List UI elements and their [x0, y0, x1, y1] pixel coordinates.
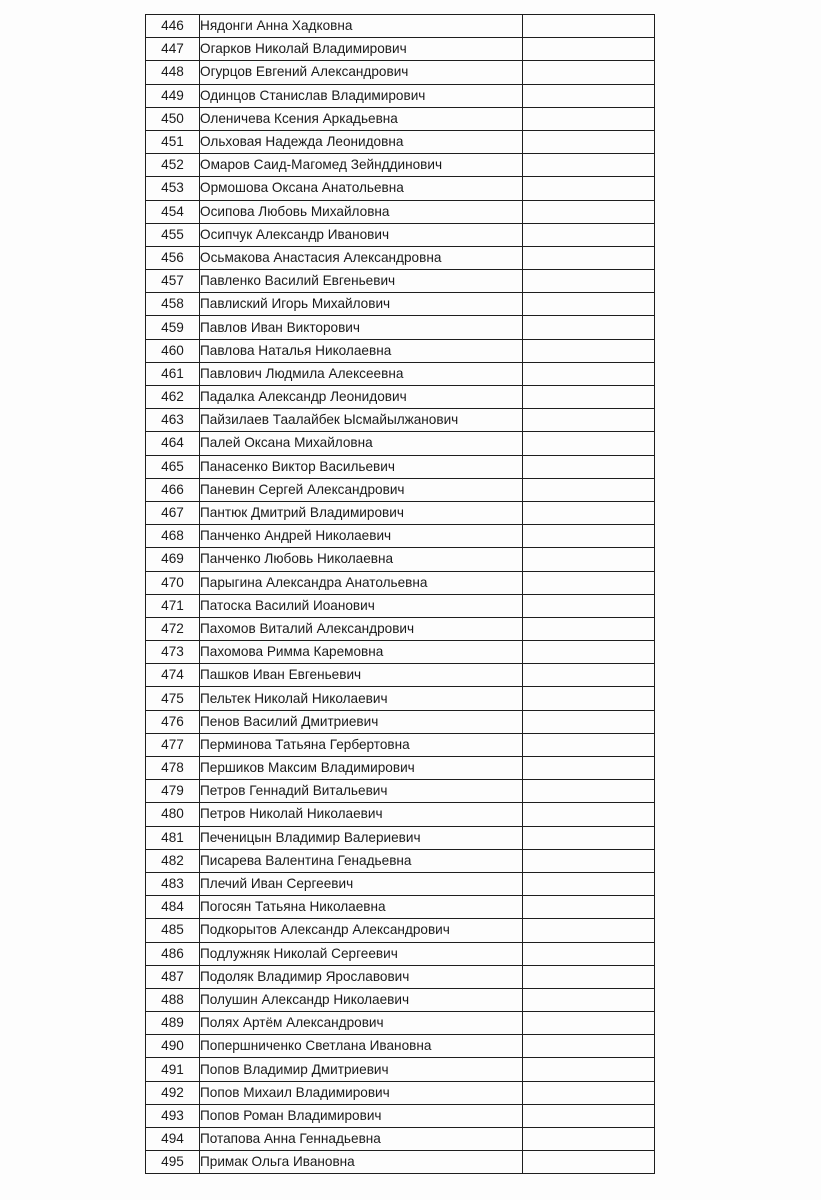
- row-number-cell: 475: [146, 687, 200, 710]
- table-row: [146, 1012, 655, 1035]
- empty-cell: [523, 200, 655, 223]
- row-number-cell: 464: [146, 432, 200, 455]
- empty-cell: [523, 571, 655, 594]
- table-row: [146, 223, 655, 246]
- full-name-cell: Подоляк Владимир Ярославович: [200, 965, 523, 988]
- table-row: [146, 733, 655, 756]
- table-row: [146, 664, 655, 687]
- table-row: [146, 339, 655, 362]
- full-name-cell: Ольховая Надежда Леонидовна: [200, 130, 523, 153]
- empty-cell: [523, 246, 655, 269]
- empty-cell: [523, 803, 655, 826]
- full-name-cell: Пельтек Николай Николаевич: [200, 687, 523, 710]
- table-row: [146, 1151, 655, 1174]
- table-row: [146, 965, 655, 988]
- full-name-cell: Павленко Василий Евгеньевич: [200, 270, 523, 293]
- table-row: [146, 849, 655, 872]
- full-name-cell: Пантюк Дмитрий Владимирович: [200, 501, 523, 524]
- full-name-cell: Омаров Саид-Магомед Зейнддинович: [200, 154, 523, 177]
- table-row: [146, 942, 655, 965]
- row-number-cell: 451: [146, 130, 200, 153]
- row-number-cell: 479: [146, 780, 200, 803]
- full-name-cell: Пахомова Римма Каремовна: [200, 641, 523, 664]
- empty-cell: [523, 1081, 655, 1104]
- full-name-cell: Огурцов Евгений Александрович: [200, 61, 523, 84]
- full-name-cell: Одинцов Станислав Владимирович: [200, 84, 523, 107]
- empty-cell: [523, 455, 655, 478]
- table-row: [146, 757, 655, 780]
- row-number-cell: 466: [146, 478, 200, 501]
- empty-cell: [523, 177, 655, 200]
- table-row: [146, 386, 655, 409]
- full-name-cell: Плечий Иван Сергеевич: [200, 872, 523, 895]
- row-number-cell: 473: [146, 641, 200, 664]
- empty-cell: [523, 223, 655, 246]
- empty-cell: [523, 478, 655, 501]
- empty-cell: [523, 84, 655, 107]
- empty-cell: [523, 501, 655, 524]
- table-row: [146, 293, 655, 316]
- empty-cell: [523, 154, 655, 177]
- empty-cell: [523, 617, 655, 640]
- table-row: [146, 1081, 655, 1104]
- table-row: [146, 1058, 655, 1081]
- row-number-cell: 474: [146, 664, 200, 687]
- row-number-cell: 494: [146, 1128, 200, 1151]
- table-row: [146, 61, 655, 84]
- empty-cell: [523, 61, 655, 84]
- row-number-cell: 487: [146, 965, 200, 988]
- table-row: [146, 687, 655, 710]
- row-number-cell: 456: [146, 246, 200, 269]
- row-number-cell: 477: [146, 733, 200, 756]
- row-number-cell: 489: [146, 1012, 200, 1035]
- table-row: [146, 594, 655, 617]
- full-name-cell: Перминова Татьяна Гербертовна: [200, 733, 523, 756]
- empty-cell: [523, 130, 655, 153]
- empty-cell: [523, 293, 655, 316]
- empty-cell: [523, 1128, 655, 1151]
- full-name-cell: Панасенко Виктор Васильевич: [200, 455, 523, 478]
- empty-cell: [523, 1012, 655, 1035]
- row-number-cell: 481: [146, 826, 200, 849]
- row-number-cell: 449: [146, 84, 200, 107]
- row-number-cell: 485: [146, 919, 200, 942]
- table-row: [146, 362, 655, 385]
- table-row: [146, 826, 655, 849]
- table-row: [146, 988, 655, 1011]
- empty-cell: [523, 826, 655, 849]
- table-row: [146, 316, 655, 339]
- empty-cell: [523, 107, 655, 130]
- empty-cell: [523, 965, 655, 988]
- full-name-cell: Подлужняк Николай Сергеевич: [200, 942, 523, 965]
- full-name-cell: Полях Артём Александрович: [200, 1012, 523, 1035]
- row-number-cell: 448: [146, 61, 200, 84]
- row-number-cell: 488: [146, 988, 200, 1011]
- full-name-cell: Попершниченко Светлана Ивановна: [200, 1035, 523, 1058]
- full-name-cell: Погосян Татьяна Николаевна: [200, 896, 523, 919]
- empty-cell: [523, 872, 655, 895]
- empty-cell: [523, 710, 655, 733]
- row-number-cell: 467: [146, 501, 200, 524]
- full-name-cell: Панченко Любовь Николаевна: [200, 548, 523, 571]
- empty-cell: [523, 919, 655, 942]
- full-name-cell: Пенов Василий Дмитриевич: [200, 710, 523, 733]
- table-row: [146, 919, 655, 942]
- roster-table: [145, 14, 655, 1174]
- full-name-cell: Печеницын Владимир Валериевич: [200, 826, 523, 849]
- empty-cell: [523, 525, 655, 548]
- full-name-cell: Петров Геннадий Витальевич: [200, 780, 523, 803]
- full-name-cell: Попов Владимир Дмитриевич: [200, 1058, 523, 1081]
- empty-cell: [523, 362, 655, 385]
- full-name-cell: Попов Роман Владимирович: [200, 1104, 523, 1127]
- table-row: [146, 154, 655, 177]
- empty-cell: [523, 849, 655, 872]
- row-number-cell: 447: [146, 38, 200, 61]
- row-number-cell: 482: [146, 849, 200, 872]
- full-name-cell: Павлиский Игорь Михайлович: [200, 293, 523, 316]
- full-name-cell: Огарков Николай Владимирович: [200, 38, 523, 61]
- table-row: [146, 15, 655, 38]
- table-row: [146, 548, 655, 571]
- table-row: [146, 270, 655, 293]
- full-name-cell: Потапова Анна Геннадьевна: [200, 1128, 523, 1151]
- table-row: [146, 780, 655, 803]
- full-name-cell: Падалка Александр Леонидович: [200, 386, 523, 409]
- empty-cell: [523, 1151, 655, 1174]
- table-row: [146, 617, 655, 640]
- full-name-cell: Павлова Наталья Николаевна: [200, 339, 523, 362]
- table-row: [146, 200, 655, 223]
- row-number-cell: 455: [146, 223, 200, 246]
- full-name-cell: Ормошова Оксана Анатольевна: [200, 177, 523, 200]
- full-name-cell: Палей Оксана Михайловна: [200, 432, 523, 455]
- table-row: [146, 641, 655, 664]
- full-name-cell: Павлов Иван Викторович: [200, 316, 523, 339]
- row-number-cell: 490: [146, 1035, 200, 1058]
- row-number-cell: 492: [146, 1081, 200, 1104]
- full-name-cell: Полушин Александр Николаевич: [200, 988, 523, 1011]
- table-row: [146, 803, 655, 826]
- row-number-cell: 468: [146, 525, 200, 548]
- row-number-cell: 476: [146, 710, 200, 733]
- table-row: [146, 501, 655, 524]
- full-name-cell: Паневин Сергей Александрович: [200, 478, 523, 501]
- table-row: [146, 1104, 655, 1127]
- table-row: [146, 525, 655, 548]
- full-name-cell: Парыгина Александра Анатольевна: [200, 571, 523, 594]
- empty-cell: [523, 432, 655, 455]
- row-number-cell: 459: [146, 316, 200, 339]
- table-row: [146, 1128, 655, 1151]
- table-row: [146, 710, 655, 733]
- table-row: [146, 1035, 655, 1058]
- empty-cell: [523, 270, 655, 293]
- empty-cell: [523, 988, 655, 1011]
- row-number-cell: 452: [146, 154, 200, 177]
- empty-cell: [523, 664, 655, 687]
- empty-cell: [523, 339, 655, 362]
- full-name-cell: Патоска Василий Иоанович: [200, 594, 523, 617]
- table-row: [146, 455, 655, 478]
- row-number-cell: 462: [146, 386, 200, 409]
- row-number-cell: 453: [146, 177, 200, 200]
- empty-cell: [523, 38, 655, 61]
- empty-cell: [523, 1058, 655, 1081]
- full-name-cell: Павлович Людмила Алексеевна: [200, 362, 523, 385]
- full-name-cell: Осипова Любовь Михайловна: [200, 200, 523, 223]
- empty-cell: [523, 594, 655, 617]
- full-name-cell: Оленичева Ксения Аркадьевна: [200, 107, 523, 130]
- table-row: [146, 872, 655, 895]
- full-name-cell: Осьмакова Анастасия Александровна: [200, 246, 523, 269]
- empty-cell: [523, 15, 655, 38]
- roster-table-body: [146, 15, 655, 1174]
- row-number-cell: 463: [146, 409, 200, 432]
- row-number-cell: 457: [146, 270, 200, 293]
- row-number-cell: 495: [146, 1151, 200, 1174]
- row-number-cell: 486: [146, 942, 200, 965]
- empty-cell: [523, 316, 655, 339]
- full-name-cell: Петров Николай Николаевич: [200, 803, 523, 826]
- row-number-cell: 472: [146, 617, 200, 640]
- empty-cell: [523, 409, 655, 432]
- empty-cell: [523, 1104, 655, 1127]
- empty-cell: [523, 641, 655, 664]
- empty-cell: [523, 896, 655, 919]
- table-row: [146, 896, 655, 919]
- empty-cell: [523, 548, 655, 571]
- table-row: [146, 84, 655, 107]
- table-row: [146, 177, 655, 200]
- row-number-cell: 484: [146, 896, 200, 919]
- empty-cell: [523, 1035, 655, 1058]
- row-number-cell: 461: [146, 362, 200, 385]
- full-name-cell: Осипчук Александр Иванович: [200, 223, 523, 246]
- full-name-cell: Писарева Валентина Генадьевна: [200, 849, 523, 872]
- full-name-cell: Пахомов Виталий Александрович: [200, 617, 523, 640]
- row-number-cell: 465: [146, 455, 200, 478]
- empty-cell: [523, 780, 655, 803]
- empty-cell: [523, 942, 655, 965]
- row-number-cell: 450: [146, 107, 200, 130]
- full-name-cell: Першиков Максим Владимирович: [200, 757, 523, 780]
- row-number-cell: 491: [146, 1058, 200, 1081]
- full-name-cell: Пайзилаев Таалайбек Ысмайылжанович: [200, 409, 523, 432]
- empty-cell: [523, 687, 655, 710]
- row-number-cell: 478: [146, 757, 200, 780]
- row-number-cell: 458: [146, 293, 200, 316]
- row-number-cell: 446: [146, 15, 200, 38]
- row-number-cell: 470: [146, 571, 200, 594]
- full-name-cell: Подкорытов Александр Александрович: [200, 919, 523, 942]
- full-name-cell: Пашков Иван Евгеньевич: [200, 664, 523, 687]
- table-row: [146, 246, 655, 269]
- row-number-cell: 471: [146, 594, 200, 617]
- table-row: [146, 571, 655, 594]
- table-row: [146, 409, 655, 432]
- table-row: [146, 130, 655, 153]
- table-row: [146, 432, 655, 455]
- full-name-cell: Нядонги Анна Хадковна: [200, 15, 523, 38]
- row-number-cell: 460: [146, 339, 200, 362]
- row-number-cell: 469: [146, 548, 200, 571]
- full-name-cell: Панченко Андрей Николаевич: [200, 525, 523, 548]
- full-name-cell: Примак Ольга Ивановна: [200, 1151, 523, 1174]
- empty-cell: [523, 757, 655, 780]
- full-name-cell: Попов Михаил Владимирович: [200, 1081, 523, 1104]
- table-row: [146, 107, 655, 130]
- table-row: [146, 38, 655, 61]
- empty-cell: [523, 386, 655, 409]
- row-number-cell: 480: [146, 803, 200, 826]
- row-number-cell: 493: [146, 1104, 200, 1127]
- table-row: [146, 478, 655, 501]
- empty-cell: [523, 733, 655, 756]
- row-number-cell: 483: [146, 872, 200, 895]
- row-number-cell: 454: [146, 200, 200, 223]
